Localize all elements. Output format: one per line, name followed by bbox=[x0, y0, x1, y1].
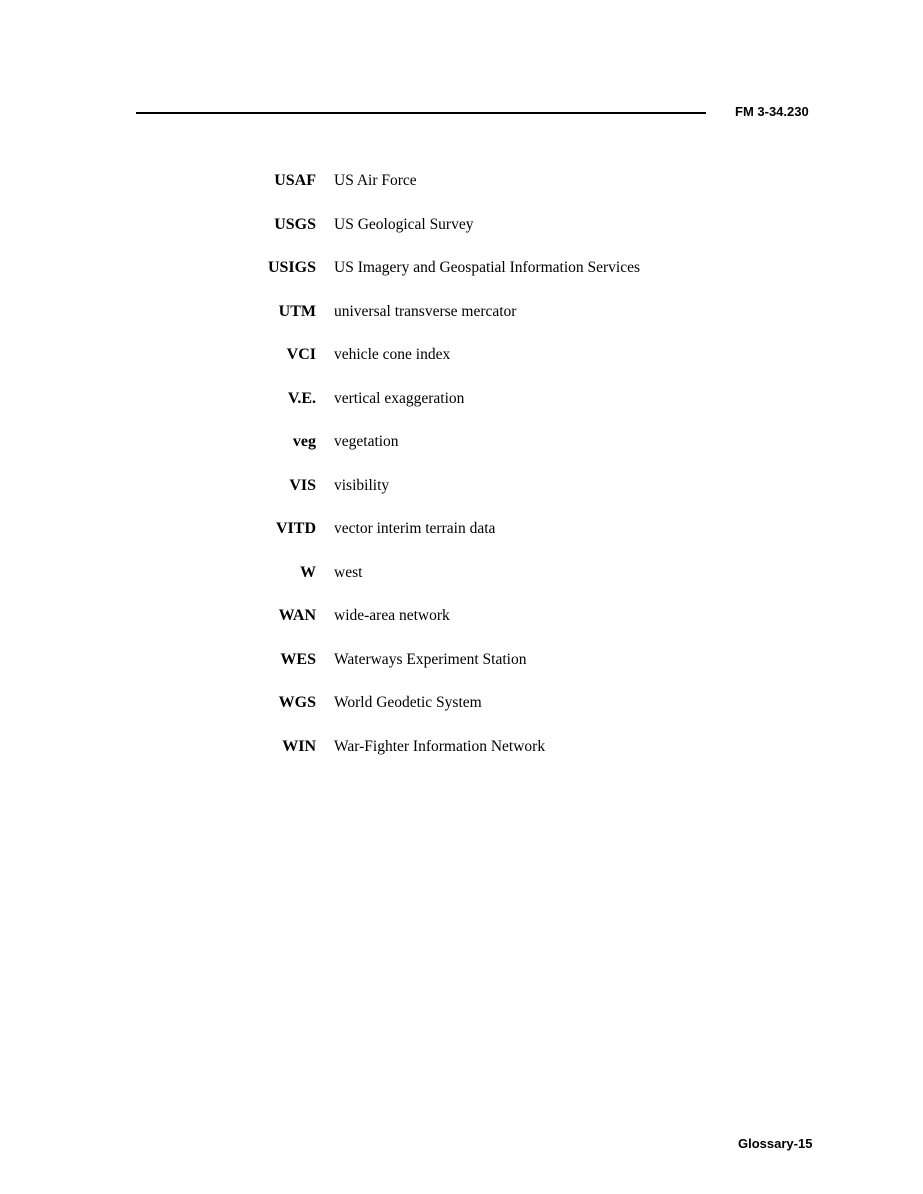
glossary-definition: visibility bbox=[334, 476, 390, 494]
glossary-entry bbox=[0, 431, 923, 475]
glossary-definition: US Air Force bbox=[334, 172, 417, 189]
glossary-definition: wide-area network bbox=[334, 607, 450, 624]
glossary-definition: US Geological Survey bbox=[334, 215, 474, 233]
glossary-entry bbox=[0, 736, 923, 780]
glossary-entry bbox=[0, 257, 923, 301]
document-id: FM 3-34.230 bbox=[735, 104, 809, 119]
glossary-entry bbox=[0, 170, 923, 214]
glossary-term: VITD bbox=[275, 520, 316, 537]
glossary-entry bbox=[0, 605, 923, 649]
glossary-definition: west bbox=[334, 563, 363, 581]
glossary-definition: vegetation bbox=[334, 433, 399, 450]
glossary-entry bbox=[0, 301, 923, 345]
glossary-term: VIS bbox=[289, 476, 316, 494]
glossary-entry bbox=[0, 214, 923, 258]
glossary-definition: US Imagery and Geospatial Information Services bbox=[334, 259, 641, 276]
glossary-definition: universal transverse mercator bbox=[334, 302, 517, 320]
glossary-term: V.E. bbox=[287, 389, 316, 407]
page-number: Glossary-15 bbox=[738, 1136, 813, 1151]
glossary-term: W bbox=[300, 563, 316, 581]
glossary-term: USAF bbox=[274, 172, 316, 189]
glossary-term: WES bbox=[280, 650, 316, 668]
glossary-definition: vehicle cone index bbox=[334, 346, 451, 363]
glossary-term: USGS bbox=[274, 215, 316, 233]
glossary-definition: vertical exaggeration bbox=[334, 389, 465, 407]
glossary-entry bbox=[0, 475, 923, 519]
glossary-entry bbox=[0, 388, 923, 432]
glossary-definition: War-Fighter Information Network bbox=[334, 737, 546, 755]
glossary-term: USIGS bbox=[267, 259, 316, 276]
header-rule bbox=[136, 112, 706, 114]
glossary-entry bbox=[0, 344, 923, 388]
glossary-entry bbox=[0, 562, 923, 606]
glossary-entry bbox=[0, 518, 923, 562]
glossary-term: WAN bbox=[278, 607, 316, 624]
glossary-entry bbox=[0, 649, 923, 693]
glossary-list bbox=[0, 170, 923, 779]
glossary-term: WGS bbox=[278, 694, 316, 711]
glossary-definition: Waterways Experiment Station bbox=[334, 650, 527, 668]
glossary-term: veg bbox=[292, 433, 316, 450]
glossary-term: VCI bbox=[286, 346, 316, 363]
glossary-term: WIN bbox=[282, 737, 316, 755]
glossary-definition: World Geodetic System bbox=[334, 694, 482, 711]
glossary-definition: vector interim terrain data bbox=[334, 520, 496, 537]
glossary-term: UTM bbox=[278, 302, 316, 320]
glossary-entry bbox=[0, 692, 923, 736]
